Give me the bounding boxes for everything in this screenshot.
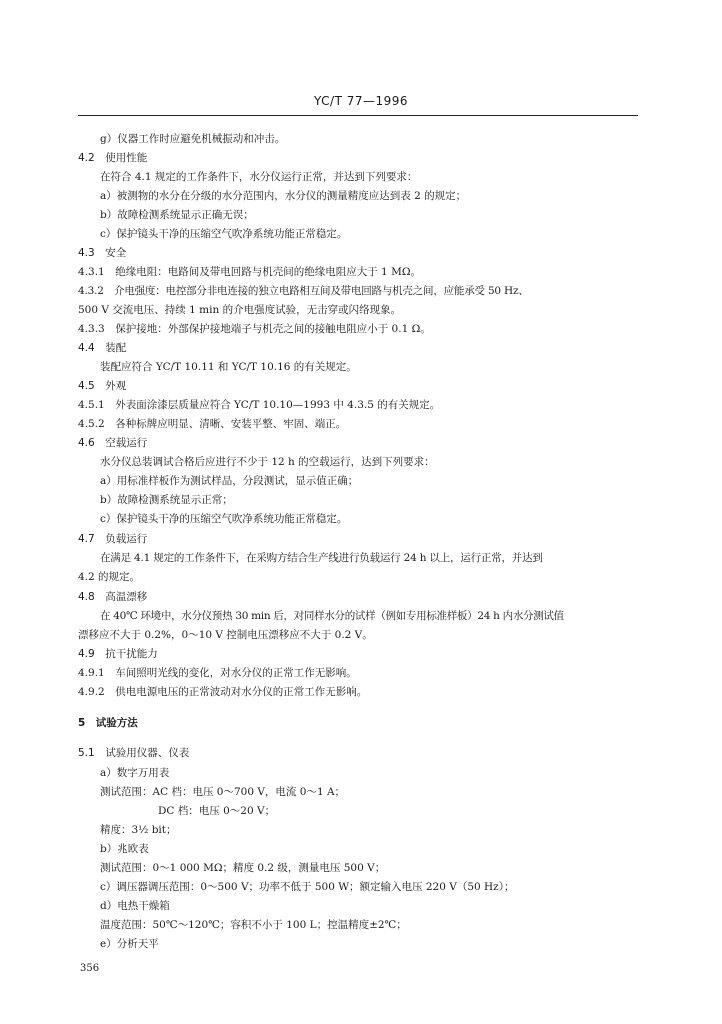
text-line: c）调压器调压范围：0～500 V；功率不低于 500 W；额定输入电压 220 V（50 Hz）； xyxy=(100,881,515,893)
text-line: 在符合 4.1 规定的工作条件下，水分仪运行正常，并达到下列要求： xyxy=(100,171,418,183)
text-line: 4.5.2 各种标牌应明显、清晰、安装平整、牢固、端正。 xyxy=(78,418,347,430)
text-line: 漂移应不大于 0.2%，0～10 V 控制电压漂移应不大于 0.2 V。 xyxy=(78,629,373,641)
section-heading: 4.3 安全 xyxy=(78,247,127,259)
text-line: DC 档：电压 0～20 V； xyxy=(158,805,276,817)
text-line: 4.9.2 供电电源电压的正常波动对水分仪的正常工作无影响。 xyxy=(78,686,368,698)
text-line: 在满足 4.1 规定的工作条件下，在采购方结合生产线进行负载运行 24 h 以上，运行正常，并达到 xyxy=(100,552,543,564)
text-line: 温度范围：50℃～120℃；容积不小于 100 L；控温精度±2℃； xyxy=(100,919,407,931)
text-line: b）兆欧表 xyxy=(100,843,149,855)
text-line: e）分析天平 xyxy=(100,938,159,950)
header-rule xyxy=(78,115,638,116)
section-heading: 4.7 负载运行 xyxy=(78,533,148,545)
text-line: 4.3.3 保护接地：外部保护接地端子与机壳之间的接触电阻应小于 0.1 Ω。 xyxy=(78,323,431,335)
section-heading: 4.5 外观 xyxy=(78,380,127,392)
section-heading: 4.4 装配 xyxy=(78,342,127,354)
text-line: 4.3.2 介电强度：电控部分非电连接的独立电路相互间及带电回路与机壳之间，应能承受 50 Hz、 xyxy=(78,285,529,297)
text-line: 装配应符合 YC/T 10.11 和 YC/T 10.16 的有关规定。 xyxy=(100,361,357,373)
text-line: a）用标准样板作为测试样品，分段测试，显示值正确； xyxy=(100,475,359,487)
section-heading: 4.2 使用性能 xyxy=(78,152,148,164)
section-heading: 4.9 抗干扰能力 xyxy=(78,648,158,660)
text-line: 4.3.1 绝缘电阻：电路间及带电回路与机壳间的绝缘电阻应大于 1 MΩ。 xyxy=(78,266,422,278)
text-line: 4.9.1 车间照明光线的变化，对水分仪的正常工作无影响。 xyxy=(78,667,357,679)
text-line: 测试范围：0～1 000 MΩ；精度 0.2 级，测量电压 500 V； xyxy=(100,862,386,874)
text-line: b）故障检测系统显示正确无误； xyxy=(100,209,254,221)
text-line: 4.5.1 外表面涂漆层质量应符合 YC/T 10.10—1993 中 4.3.5 的有关规定。 xyxy=(78,399,441,411)
text-line: c）保护镜头干净的压缩空气吹净系统功能正常稳定。 xyxy=(100,513,348,525)
text-line: g）仪器工作时应避免机械振动和冲击。 xyxy=(100,133,286,145)
text-line: b）故障检测系统显示正常； xyxy=(100,494,233,506)
section-heading: 5.1 试验用仪器、仪表 xyxy=(78,747,190,759)
text-line: 4.2 的规定。 xyxy=(78,571,141,583)
text-line: 在 40℃ 环境中，水分仪预热 30 min 后，对同样水分的试样（例如专用标准样板）24 h 内水分测试值 xyxy=(100,610,564,622)
section-heading: 4.6 空载运行 xyxy=(78,437,148,449)
page-number: 356 xyxy=(80,963,100,974)
text-line: 500 V 交流电压、持续 1 min 的介电强度试验，无击穿或闪络现象。 xyxy=(78,304,402,316)
text-line: 精度：3½ bit； xyxy=(100,824,177,836)
text-line: a）数字万用表 xyxy=(100,767,170,779)
text-line: d）电热干燥箱 xyxy=(100,900,170,912)
section-heading: 4.8 高温漂移 xyxy=(78,591,148,603)
text-line: c）保护镜头干净的压缩空气吹净系统功能正常稳定。 xyxy=(100,228,348,240)
text-line: a）被测物的水分在分级的水分范围内，水分仪的测量精度应达到表 2 的规定； xyxy=(100,190,467,202)
text-line: 水分仪总装调试合格后应进行不少于 12 h 的空载运行，达到下列要求： xyxy=(100,456,435,468)
text-line: 测试范围：AC 档：电压 0～700 V，电流 0～1 A； xyxy=(100,786,346,798)
chapter-heading: 5 试验方法 xyxy=(78,717,138,729)
page-header: YC/T 77—1996 xyxy=(313,94,409,108)
